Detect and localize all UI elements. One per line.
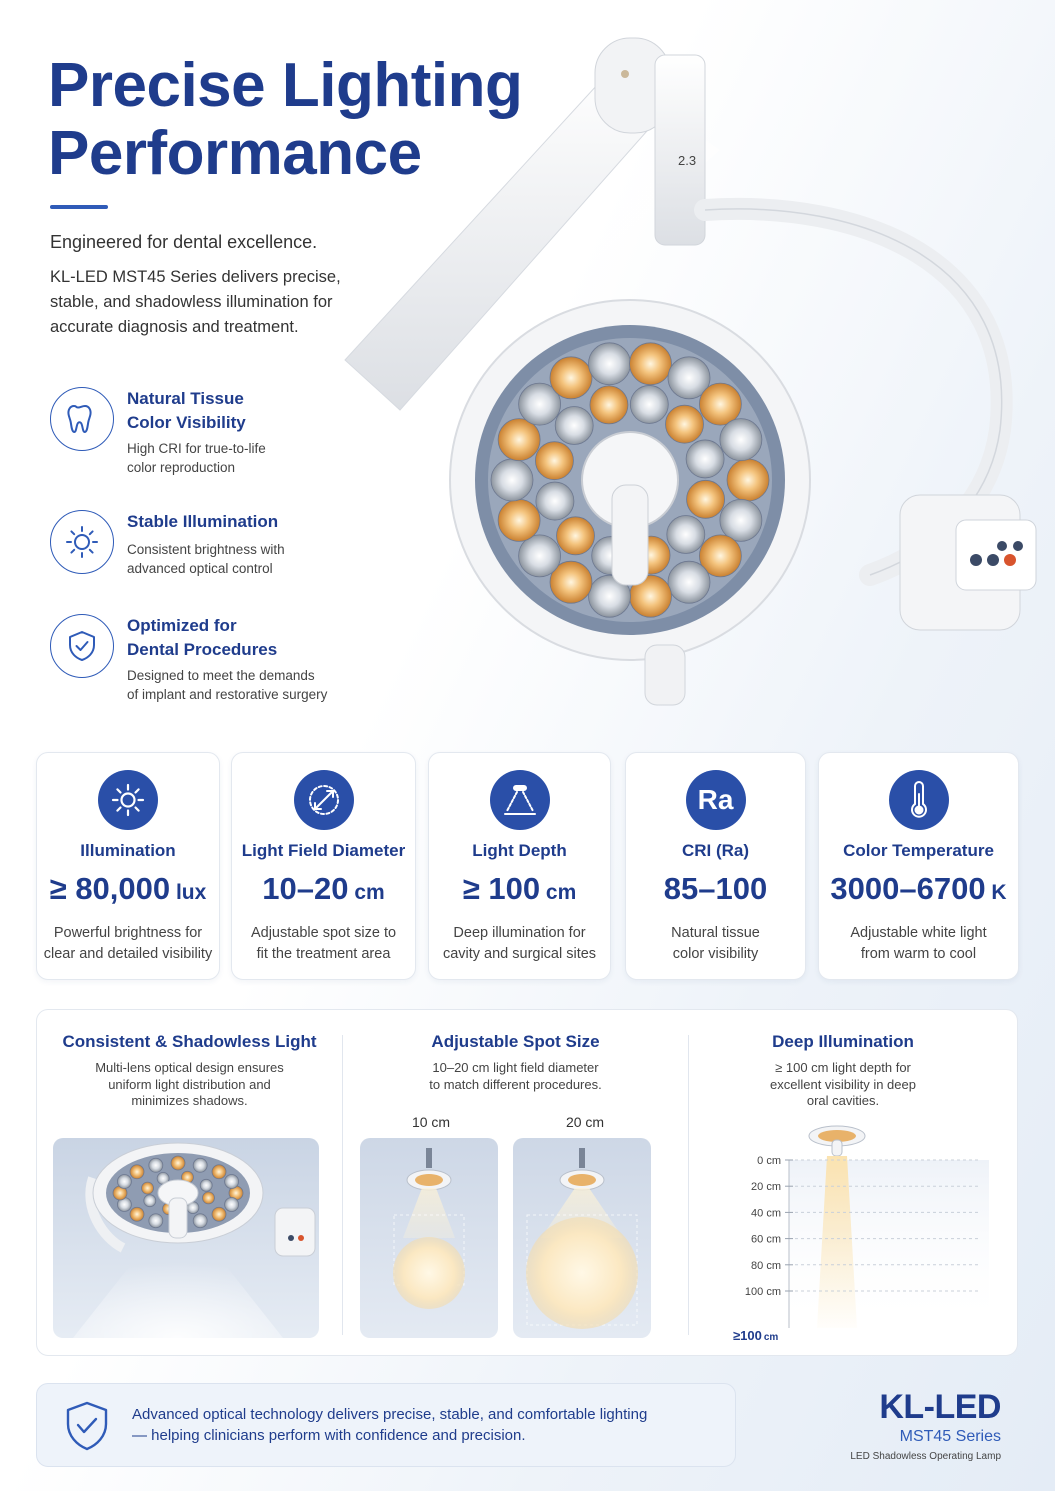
- depth-tick-label: 40 cm: [751, 1207, 781, 1220]
- led-lens: [555, 407, 593, 445]
- detail-spot-size: [343, 1010, 688, 1357]
- feature-title: Natural Tissue Color Visibility: [127, 389, 246, 432]
- title-underline: [50, 205, 108, 209]
- shield-check-icon: [50, 614, 114, 678]
- detail-description: 10–20 cm light field diameter to match different procedures.: [429, 1060, 602, 1092]
- diameter-icon: [294, 770, 354, 830]
- depth-tick-label: 0 cm: [757, 1155, 781, 1167]
- led-lens: [149, 1214, 163, 1228]
- thermometer-icon: [889, 770, 949, 830]
- shield-check-icon: [63, 1400, 111, 1457]
- depth-tick-label: 100 cm: [744, 1286, 781, 1298]
- tooth-icon: [50, 387, 114, 451]
- led-lens: [720, 499, 762, 541]
- led-lens: [668, 561, 710, 603]
- led-lens: [491, 459, 533, 501]
- led-lens: [212, 1165, 226, 1179]
- spec-value: ≥ 80,000 lux: [49, 871, 207, 906]
- led-lens: [589, 343, 631, 385]
- spec-value: 85–100: [663, 871, 768, 906]
- spec-description: Powerful brightness for clear and detailed visibility: [43, 925, 213, 962]
- sun-icon: [50, 510, 114, 574]
- tagline: Engineered for dental excellence.: [50, 232, 318, 252]
- spot-small-image: [360, 1138, 498, 1338]
- led-lens: [665, 405, 703, 443]
- led-lens: [557, 517, 595, 555]
- light-cone-icon: [490, 770, 550, 830]
- led-lens: [550, 357, 592, 399]
- spot-large-image: [513, 1138, 651, 1338]
- spec-value: ≥ 100 cm: [462, 871, 577, 906]
- operating-lamp-illustration: [300, 30, 1055, 730]
- detail-title: Adjustable Spot Size: [431, 1032, 600, 1051]
- detail-title: Deep Illumination: [772, 1032, 914, 1051]
- spot-small-label: 10 cm: [411, 1114, 451, 1130]
- led-lens: [193, 1214, 207, 1228]
- spec-value: 3000–6700 K: [830, 871, 1007, 906]
- footer-message-box: [36, 1383, 736, 1467]
- sun-icon: [98, 770, 158, 830]
- shadowless-lamp-image: [53, 1138, 319, 1338]
- detail-description: ≥ 100 cm light depth for excellent visibility in deep oral cavities.: [770, 1060, 916, 1108]
- led-lens: [200, 1179, 212, 1191]
- led-lens: [142, 1182, 154, 1194]
- spec-label: Light Field Diameter: [241, 841, 406, 860]
- brand-name: KL-LED: [879, 1388, 1001, 1426]
- led-lens: [225, 1175, 239, 1189]
- spec-label: Color Temperature: [843, 841, 994, 860]
- spec-card-light-field: [231, 752, 416, 980]
- feature-description: High CRI for true-to-life color reproduction: [127, 441, 266, 475]
- led-lens: [225, 1197, 239, 1211]
- led-lens: [171, 1156, 185, 1170]
- led-lens: [193, 1158, 207, 1172]
- spec-label: Light Depth: [472, 841, 567, 860]
- led-lens: [535, 442, 573, 480]
- depth-max-label: ≥100 cm: [733, 1328, 779, 1343]
- spec-card-light-depth: [428, 752, 611, 980]
- ra-icon: Ra: [686, 770, 746, 830]
- led-lens: [590, 386, 628, 424]
- spot-large-label: 20 cm: [565, 1114, 605, 1130]
- spec-description: Adjustable spot size to fit the treatment area: [250, 925, 397, 962]
- page-title-line1: Precise Lighting: [48, 51, 523, 120]
- depth-tick-label: 20 cm: [751, 1181, 781, 1194]
- spec-value: 10–20 cm: [262, 871, 385, 906]
- led-lens: [699, 383, 741, 425]
- depth-scale-diagram: [719, 1118, 989, 1343]
- led-lens: [498, 499, 540, 541]
- detail-panel: [36, 1009, 1018, 1356]
- led-lens: [630, 385, 668, 423]
- detail-description: Multi-lens optical design ensures uniform light distribution and minimizes shadows.: [95, 1060, 284, 1108]
- footer-text: Advanced optical technology delivers precise, stable, and comfortable lighting — helping clinicians perform with confidence and precision.: [132, 1406, 648, 1444]
- spec-description: Adjustable white light from warm to cool: [850, 925, 987, 962]
- led-lens: [212, 1207, 226, 1221]
- page-title-line2: Performance: [48, 119, 422, 188]
- feature-description: Designed to meet the demands of implant and restorative surgery: [127, 668, 328, 702]
- spec-card-cri: [625, 752, 806, 980]
- led-lens: [629, 343, 671, 385]
- led-lens: [144, 1195, 156, 1207]
- led-lens: [130, 1165, 144, 1179]
- feature-description: Consistent brightness with advanced optical control: [127, 542, 285, 576]
- depth-tick-label: 80 cm: [751, 1259, 781, 1272]
- hero-description: KL-LED MST45 Series delivers precise, stable, and shadowless illumination for accurate diagnosis and treatment.: [50, 268, 341, 336]
- led-lens: [130, 1207, 144, 1221]
- led-lens: [498, 419, 540, 461]
- led-lens: [686, 440, 724, 478]
- led-lens: [727, 459, 769, 501]
- led-lens: [202, 1192, 214, 1204]
- spec-description: Natural tissue color visibility: [671, 925, 760, 962]
- led-lens: [720, 419, 762, 461]
- led-lens: [117, 1175, 131, 1189]
- spec-label: CRI (Ra): [681, 841, 750, 860]
- arm-label: 2.3: [678, 153, 697, 168]
- feature-title: Optimized for Dental Procedures: [127, 616, 278, 659]
- detail-deep-illumination: [689, 1010, 997, 1357]
- detail-title: Consistent & Shadowless Light: [62, 1032, 317, 1051]
- brand-series: MST45 Series: [899, 1428, 1001, 1445]
- depth-tick-label: 60 cm: [751, 1233, 781, 1246]
- spec-label: Illumination: [80, 841, 176, 860]
- brand-subtitle: LED Shadowless Operating Lamp: [850, 1451, 1001, 1462]
- spec-card-illumination: [36, 752, 220, 980]
- led-lens: [667, 515, 705, 553]
- detail-shadowless: [37, 1010, 342, 1357]
- led-lens: [687, 480, 725, 518]
- spec-card-color-temperature: [818, 752, 1019, 980]
- led-lens: [536, 482, 574, 520]
- spec-description: Deep illumination for cavity and surgical sites: [442, 925, 597, 962]
- brand-block: [850, 1387, 1001, 1462]
- led-lens: [519, 535, 561, 577]
- led-lens: [149, 1158, 163, 1172]
- feature-title: Stable Illumination: [127, 512, 279, 531]
